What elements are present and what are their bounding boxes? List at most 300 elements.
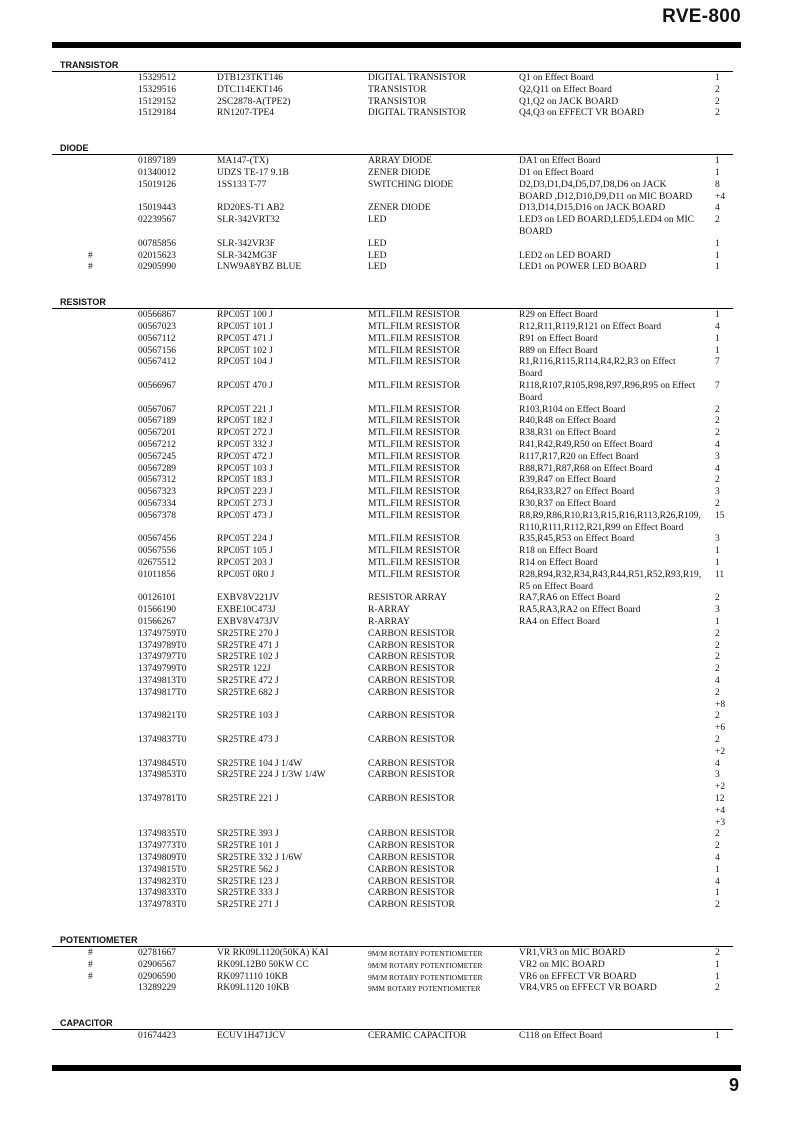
part-number: RK0971110 10KB bbox=[217, 971, 288, 982]
part-number: SR25TR 122J bbox=[217, 664, 271, 675]
part-location: R12,R11,R119,R121 on Effect Board bbox=[519, 321, 662, 332]
part-location: D1 on Effect Board bbox=[519, 167, 594, 178]
part-quantity: 2 bbox=[715, 428, 720, 439]
part-description: MTL.FILM RESISTOR bbox=[368, 557, 461, 568]
part-code: 01011856 bbox=[138, 569, 176, 580]
part-quantity: +2 bbox=[715, 746, 726, 757]
part-quantity: 2 bbox=[715, 652, 720, 663]
part-number: SR25TRE 102 J bbox=[217, 652, 279, 663]
part-quantity: 2 bbox=[715, 628, 720, 639]
part-description: ZENER DIODE bbox=[368, 203, 431, 214]
part-number: RPC05T 224 J bbox=[217, 534, 273, 545]
part-description: MTL.FILM RESISTOR bbox=[368, 404, 461, 415]
part-code: 00567289 bbox=[138, 463, 176, 474]
part-location: R64,R33,R27 on Effect Board bbox=[519, 487, 635, 498]
part-code: 00567189 bbox=[138, 416, 176, 427]
part-number: SR25TRE 221 J bbox=[217, 793, 279, 804]
section-rule bbox=[52, 71, 733, 72]
part-description: R-ARRAY bbox=[368, 605, 410, 616]
part-code: 15019443 bbox=[138, 203, 176, 214]
part-code: 15019126 bbox=[138, 179, 176, 190]
part-number: RPC05T 470 J bbox=[217, 380, 273, 391]
part-location: R110,R111,R112,R21,R99 on Effect Board bbox=[519, 522, 684, 533]
part-number: SR25TRE 270 J bbox=[217, 628, 279, 639]
part-code: 00567245 bbox=[138, 451, 176, 462]
part-quantity: 2 bbox=[715, 664, 720, 675]
part-quantity: 3 bbox=[715, 770, 720, 781]
part-quantity: 2 bbox=[715, 829, 720, 840]
part-quantity: 2 bbox=[715, 84, 720, 95]
part-quantity: 2 bbox=[715, 841, 720, 852]
part-code: 00567412 bbox=[138, 357, 176, 368]
part-code: 02015623 bbox=[138, 250, 176, 261]
section-title: RESISTOR bbox=[60, 297, 106, 308]
part-code: 01566190 bbox=[138, 605, 176, 616]
part-location: C118 on Effect Board bbox=[519, 1031, 603, 1042]
part-number: SR25TRE 123 J bbox=[217, 876, 279, 887]
part-code: 00126101 bbox=[138, 593, 176, 604]
part-code: 13749823T0 bbox=[138, 876, 187, 887]
part-code: 13749815T0 bbox=[138, 864, 187, 875]
part-code: 02675512 bbox=[138, 557, 176, 568]
part-location: VR4,VR5 on EFFECT VR BOARD bbox=[519, 983, 657, 994]
part-code: 00566867 bbox=[138, 310, 176, 321]
part-number: SLR-342MG3F bbox=[217, 250, 278, 261]
new-part-mark: # bbox=[88, 262, 93, 273]
part-number: RPC05T 103 J bbox=[217, 463, 273, 474]
part-code: 00567334 bbox=[138, 498, 176, 509]
part-quantity: 2 bbox=[715, 416, 720, 427]
part-code: 15329512 bbox=[138, 73, 176, 83]
part-location: VR6 on EFFECT VR BOARD bbox=[519, 971, 637, 982]
part-quantity: 2 bbox=[715, 983, 720, 994]
part-location: R103,R104 on Effect Board bbox=[519, 404, 626, 415]
part-description: MTL.FILM RESISTOR bbox=[368, 569, 461, 580]
part-code: 00567112 bbox=[138, 333, 176, 344]
part-number: RPC05T 223 J bbox=[217, 487, 273, 498]
part-code: 02781667 bbox=[138, 948, 176, 958]
part-quantity: 4 bbox=[715, 463, 720, 474]
part-location: D13,D14,D15,D16 on JACK BOARD bbox=[519, 203, 666, 214]
part-description: TRANSISTOR bbox=[368, 96, 427, 107]
part-number: RD20ES-T1 AB2 bbox=[217, 203, 285, 214]
part-description: CARBON RESISTOR bbox=[368, 758, 455, 769]
new-part-mark: # bbox=[88, 971, 93, 982]
part-quantity: 1 bbox=[715, 864, 720, 875]
part-code: 00567556 bbox=[138, 546, 176, 557]
part-quantity: 1 bbox=[715, 971, 720, 982]
part-number: MA147-(TX) bbox=[217, 156, 269, 167]
part-code: 00567212 bbox=[138, 439, 176, 450]
part-quantity: 2 bbox=[715, 711, 720, 722]
part-code: 00785856 bbox=[138, 238, 176, 249]
part-location: R1,R116,R115,R114,R4,R2,R3 on Effect bbox=[519, 357, 676, 368]
part-number: RPC05T 101 J bbox=[217, 321, 273, 332]
part-number: RN1207-TPE4 bbox=[217, 108, 274, 119]
part-number: SLR-342VRT32 bbox=[217, 215, 280, 226]
part-number: EXBV8V221JV bbox=[217, 593, 280, 604]
part-description: MTL.FILM RESISTOR bbox=[368, 546, 461, 557]
part-quantity: 1 bbox=[715, 345, 720, 356]
part-description: LED bbox=[368, 250, 387, 261]
part-description: CARBON RESISTOR bbox=[368, 664, 455, 675]
part-description: DIGITAL TRANSISTOR bbox=[368, 108, 467, 119]
part-number: EXBV8V473JV bbox=[217, 616, 280, 627]
part-description: MTL.FILM RESISTOR bbox=[368, 416, 461, 427]
part-description: MTL.FILM RESISTOR bbox=[368, 510, 461, 521]
part-location: DA1 on Effect Board bbox=[519, 156, 601, 167]
part-location: BOARD bbox=[519, 226, 553, 237]
part-quantity: 11 bbox=[715, 569, 725, 580]
part-number: RK09L1120 10KB bbox=[217, 983, 290, 994]
part-quantity: 1 bbox=[715, 959, 720, 970]
part-quantity: 1 bbox=[715, 238, 720, 249]
part-number: SR25TRE 101 J bbox=[217, 841, 279, 852]
part-code: 01340012 bbox=[138, 167, 176, 178]
part-description: CARBON RESISTOR bbox=[368, 864, 455, 875]
part-quantity: 1 bbox=[715, 73, 720, 83]
part-number: RPC05T 273 J bbox=[217, 498, 273, 509]
part-number: RK09L12B0 50KW CC bbox=[217, 959, 309, 970]
part-code: 13749773T0 bbox=[138, 841, 187, 852]
part-description: CARBON RESISTOR bbox=[368, 687, 455, 698]
part-quantity: 2 bbox=[715, 948, 720, 958]
part-code: 00566967 bbox=[138, 380, 176, 391]
part-location: R8,R9,R86,R10,R13,R15,R16,R113,R26,R109, bbox=[519, 510, 701, 521]
part-quantity: 1 bbox=[715, 250, 720, 261]
part-quantity: 2 bbox=[715, 404, 720, 415]
part-location: R38,R31 on Effect Board bbox=[519, 428, 616, 439]
part-description: 9MM ROTARY POTENTIOMETER bbox=[368, 984, 481, 994]
part-location: VR1,VR3 on MIC BOARD bbox=[519, 948, 626, 958]
part-description: MTL.FILM RESISTOR bbox=[368, 321, 461, 332]
part-number: RPC05T 182 J bbox=[217, 416, 273, 427]
section-title: DIODE bbox=[60, 143, 89, 154]
part-description: TRANSISTOR bbox=[368, 84, 427, 95]
part-code: 13749809T0 bbox=[138, 852, 187, 863]
section-title: CAPACITOR bbox=[60, 1018, 113, 1029]
part-code: 13749835T0 bbox=[138, 829, 187, 840]
part-location: R28,R94,R32,R34,R43,R44,R51,R52,R93,R19, bbox=[519, 569, 702, 580]
part-quantity: 4 bbox=[715, 876, 720, 887]
part-location: R35,R45,R53 on Effect Board bbox=[519, 534, 635, 545]
part-number: SR25TRE 333 J bbox=[217, 888, 279, 899]
part-quantity: +6 bbox=[715, 723, 726, 734]
part-number: RPC05T 473 J bbox=[217, 510, 273, 521]
part-location: LED3 on LED BOARD,LED5,LED4 on MIC bbox=[519, 215, 694, 226]
part-quantity: +2 bbox=[715, 782, 726, 793]
part-location: RA7,RA6 on Effect Board bbox=[519, 593, 621, 604]
part-quantity: +3 bbox=[715, 817, 726, 828]
part-quantity: +4 bbox=[715, 805, 726, 816]
part-quantity: 1 bbox=[715, 1031, 720, 1042]
part-location: R88,R71,R87,R68 on Effect Board bbox=[519, 463, 653, 474]
part-number: EXBE10C473J bbox=[217, 605, 276, 616]
part-code: 02906567 bbox=[138, 959, 176, 970]
part-location: Q1,Q2 on JACK BOARD bbox=[519, 96, 619, 107]
part-quantity: 3 bbox=[715, 605, 720, 616]
part-location: R14 on Effect Board bbox=[519, 557, 598, 568]
part-number: SR25TRE 562 J bbox=[217, 864, 279, 875]
part-quantity: 1 bbox=[715, 616, 720, 627]
part-location: R39,R47 on Effect Board bbox=[519, 475, 616, 486]
part-quantity: 7 bbox=[715, 357, 720, 368]
part-quantity: 3 bbox=[715, 534, 720, 545]
part-code: 13749833T0 bbox=[138, 888, 187, 899]
part-number: RPC05T 272 J bbox=[217, 428, 273, 439]
part-description: ARRAY DIODE bbox=[368, 156, 432, 167]
part-number: RPC05T 472 J bbox=[217, 451, 273, 462]
part-quantity: +8 bbox=[715, 699, 726, 710]
part-description: RESISTOR ARRAY bbox=[368, 593, 447, 604]
part-quantity: 1 bbox=[715, 557, 720, 568]
part-number: SR25TRE 104 J 1/4W bbox=[217, 758, 303, 769]
part-number: DTB123TKT146 bbox=[217, 73, 283, 83]
part-description: CARBON RESISTOR bbox=[368, 888, 455, 899]
part-number: UDZS TE-17 9.1B bbox=[217, 167, 289, 178]
part-location: R29 on Effect Board bbox=[519, 310, 598, 321]
part-location: VR2 on MIC BOARD bbox=[519, 959, 605, 970]
part-description: R-ARRAY bbox=[368, 616, 410, 627]
part-description: CARBON RESISTOR bbox=[368, 829, 455, 840]
part-description: LED bbox=[368, 238, 387, 249]
part-description: MTL.FILM RESISTOR bbox=[368, 487, 461, 498]
part-quantity: 3 bbox=[715, 451, 720, 462]
part-number: RPC05T 104 J bbox=[217, 357, 273, 368]
part-description: 9M/M ROTARY POTENTIOMETER bbox=[368, 949, 483, 958]
part-description: MTL.FILM RESISTOR bbox=[368, 380, 461, 391]
part-quantity: 2 bbox=[715, 498, 720, 509]
part-location: Board bbox=[519, 392, 543, 403]
part-number: SLR-342VR3F bbox=[217, 238, 276, 249]
part-description: CARBON RESISTOR bbox=[368, 770, 455, 781]
part-quantity: 12 bbox=[715, 793, 725, 804]
section-rule bbox=[52, 308, 733, 309]
part-number: 1SS133 T-77 bbox=[217, 179, 267, 190]
part-location: R117,R17,R20 on Effect Board bbox=[519, 451, 639, 462]
part-number: SR25TRE 473 J bbox=[217, 734, 279, 745]
part-quantity: 1 bbox=[715, 333, 720, 344]
part-quantity: 4 bbox=[715, 758, 720, 769]
part-code: 13749837T0 bbox=[138, 734, 187, 745]
part-description: CARBON RESISTOR bbox=[368, 900, 455, 911]
part-location: BOARD ,D12,D10,D9,D11 on MIC BOARD bbox=[519, 191, 693, 202]
part-number: SR25TRE 472 J bbox=[217, 675, 279, 686]
model-name: RVE-800 bbox=[662, 6, 741, 27]
part-description: MTL.FILM RESISTOR bbox=[368, 428, 461, 439]
part-code: 01897189 bbox=[138, 156, 176, 167]
part-number: RPC05T 332 J bbox=[217, 439, 273, 450]
part-code: 00567312 bbox=[138, 475, 176, 486]
header-rule bbox=[52, 42, 741, 48]
part-code: 13289229 bbox=[138, 983, 176, 994]
section-title: TRANSISTOR bbox=[60, 60, 119, 70]
new-part-mark: # bbox=[88, 959, 93, 970]
part-quantity: 3 bbox=[715, 487, 720, 498]
part-number: RPC05T 105 J bbox=[217, 546, 273, 557]
part-description: 9M/M ROTARY POTENTIOMETER bbox=[368, 960, 483, 970]
part-location: R18 on Effect Board bbox=[519, 546, 598, 557]
part-number: SR25TRE 682 J bbox=[217, 687, 279, 698]
new-part-mark: # bbox=[88, 250, 93, 261]
part-location: RA4 on Effect Board bbox=[519, 616, 600, 627]
part-number: SR25TRE 471 J bbox=[217, 640, 279, 651]
part-description: CARBON RESISTOR bbox=[368, 841, 455, 852]
part-location: R41,R42,R49,R50 on Effect Board bbox=[519, 439, 653, 450]
part-code: 02239567 bbox=[138, 215, 176, 226]
part-quantity: 2 bbox=[715, 640, 720, 651]
part-quantity: 1 bbox=[715, 156, 720, 167]
part-number: SR25TRE 271 J bbox=[217, 900, 279, 911]
part-location: D2,D3,D1,D4,D5,D7,D8,D6 on JACK bbox=[519, 179, 667, 190]
part-description: MTL.FILM RESISTOR bbox=[368, 345, 461, 356]
part-description: MTL.FILM RESISTOR bbox=[368, 357, 461, 368]
part-description: MTL.FILM RESISTOR bbox=[368, 475, 461, 486]
part-description: MTL.FILM RESISTOR bbox=[368, 463, 461, 474]
part-description: DIGITAL TRANSISTOR bbox=[368, 73, 467, 83]
part-location: Q1 on Effect Board bbox=[519, 73, 594, 83]
part-code: 13749821T0 bbox=[138, 711, 187, 722]
part-code: 15129152 bbox=[138, 96, 176, 107]
part-description: MTL.FILM RESISTOR bbox=[368, 451, 461, 462]
part-code: 13749817T0 bbox=[138, 687, 187, 698]
part-code: 00567201 bbox=[138, 428, 176, 439]
part-number: 2SC2878-A(TPE2) bbox=[217, 96, 291, 107]
part-code: 13749759T0 bbox=[138, 628, 187, 639]
section-rule bbox=[52, 946, 733, 947]
part-quantity: 7 bbox=[715, 380, 720, 391]
part-number: DTC114EKT146 bbox=[217, 84, 283, 95]
part-description: CARBON RESISTOR bbox=[368, 640, 455, 651]
part-description: LED bbox=[368, 262, 387, 273]
part-quantity: 4 bbox=[715, 852, 720, 863]
part-code: 13749783T0 bbox=[138, 900, 187, 911]
part-number: VR RK09L1120(50KA) KAI bbox=[217, 948, 329, 958]
part-quantity: 8 bbox=[715, 179, 720, 190]
part-code: 13749853T0 bbox=[138, 770, 187, 781]
part-description: CARBON RESISTOR bbox=[368, 793, 455, 804]
part-number: SR25TRE 332 J 1/6W bbox=[217, 852, 303, 863]
part-code: 01566267 bbox=[138, 616, 176, 627]
part-quantity: 4 bbox=[715, 439, 720, 450]
part-quantity: 2 bbox=[715, 687, 720, 698]
part-description: CARBON RESISTOR bbox=[368, 652, 455, 663]
part-description: CARBON RESISTOR bbox=[368, 852, 455, 863]
part-description: CARBON RESISTOR bbox=[368, 675, 455, 686]
part-quantity: 2 bbox=[715, 96, 720, 107]
part-code: 02905990 bbox=[138, 262, 176, 273]
part-code: 13749799T0 bbox=[138, 664, 187, 675]
part-code: 02906590 bbox=[138, 971, 176, 982]
part-location: R40,R48 on Effect Board bbox=[519, 416, 616, 427]
part-location: LED2 on LED BOARD bbox=[519, 250, 611, 261]
part-description: MTL.FILM RESISTOR bbox=[368, 534, 461, 545]
part-number: SR25TRE 224 J 1/3W 1/4W bbox=[217, 770, 326, 781]
part-location: R5 on Effect Board bbox=[519, 581, 593, 592]
part-quantity: 2 bbox=[715, 593, 720, 604]
part-code: 13749797T0 bbox=[138, 652, 187, 663]
part-number: RPC05T 471 J bbox=[217, 333, 273, 344]
part-quantity: 4 bbox=[715, 203, 720, 214]
part-number: SR25TRE 393 J bbox=[217, 829, 279, 840]
part-description: 9M/M ROTARY POTENTIOMETER bbox=[368, 972, 483, 982]
part-quantity: 1 bbox=[715, 888, 720, 899]
part-description: MTL.FILM RESISTOR bbox=[368, 439, 461, 450]
part-number: RPC05T 183 J bbox=[217, 475, 273, 486]
part-quantity: 1 bbox=[715, 310, 720, 321]
part-location: RA5,RA3,RA2 on Effect Board bbox=[519, 605, 641, 616]
part-description: CARBON RESISTOR bbox=[368, 628, 455, 639]
section-rule bbox=[52, 154, 733, 155]
part-code: 15329516 bbox=[138, 84, 176, 95]
part-location: Q2,Q11 on Effect Board bbox=[519, 84, 612, 95]
part-quantity: 2 bbox=[715, 900, 720, 911]
part-code: 00567023 bbox=[138, 321, 176, 332]
part-description: MTL.FILM RESISTOR bbox=[368, 498, 461, 509]
part-quantity: 4 bbox=[715, 321, 720, 332]
part-description: LED bbox=[368, 215, 387, 226]
new-part-mark: # bbox=[88, 948, 93, 958]
part-code: 13749813T0 bbox=[138, 675, 187, 686]
part-quantity: 2 bbox=[715, 215, 720, 226]
part-code: 13749789T0 bbox=[138, 640, 187, 651]
part-quantity: 1 bbox=[715, 167, 720, 178]
part-description: SWITCHING DIODE bbox=[368, 179, 454, 190]
part-description: MTL.FILM RESISTOR bbox=[368, 310, 461, 321]
part-description: ZENER DIODE bbox=[368, 167, 431, 178]
part-description: CARBON RESISTOR bbox=[368, 711, 455, 722]
part-number: RPC05T 100 J bbox=[217, 310, 273, 321]
part-description: CERAMIC CAPACITOR bbox=[368, 1031, 467, 1042]
part-number: RPC05T 0R0 J bbox=[217, 569, 275, 580]
part-quantity: 1 bbox=[715, 546, 720, 557]
part-code: 01674423 bbox=[138, 1031, 176, 1042]
part-quantity: 4 bbox=[715, 675, 720, 686]
part-quantity: +4 bbox=[715, 191, 726, 202]
part-number: RPC05T 221 J bbox=[217, 404, 273, 415]
part-code: 13749845T0 bbox=[138, 758, 187, 769]
section-title: POTENTIOMETER bbox=[60, 935, 138, 945]
part-number: RPC05T 102 J bbox=[217, 345, 273, 356]
part-location: R91 on Effect Board bbox=[519, 333, 598, 344]
part-location: Q4,Q3 on EFFECT VR BOARD bbox=[519, 108, 645, 119]
part-number: ECUV1H471JCV bbox=[217, 1031, 286, 1042]
part-location: R30,R37 on Effect Board bbox=[519, 498, 616, 509]
part-code: 00567323 bbox=[138, 487, 176, 498]
part-quantity: 15 bbox=[715, 510, 725, 521]
footer-rule bbox=[52, 1065, 741, 1071]
part-code: 00567456 bbox=[138, 534, 176, 545]
part-number: LNW9A8YBZ BLUE bbox=[217, 262, 302, 273]
page-number: 9 bbox=[728, 1075, 739, 1095]
part-code: 15129184 bbox=[138, 108, 176, 119]
part-quantity: 2 bbox=[715, 108, 720, 119]
part-quantity: 2 bbox=[715, 734, 720, 745]
part-quantity: 1 bbox=[715, 262, 720, 273]
part-number: RPC05T 203 J bbox=[217, 557, 273, 568]
part-number: SR25TRE 103 J bbox=[217, 711, 279, 722]
part-quantity: 2 bbox=[715, 475, 720, 486]
part-code: 00567156 bbox=[138, 345, 176, 356]
part-code: 00567378 bbox=[138, 510, 176, 521]
section-rule bbox=[52, 1029, 733, 1030]
part-description: MTL.FILM RESISTOR bbox=[368, 333, 461, 344]
part-description: CARBON RESISTOR bbox=[368, 734, 455, 745]
part-location: R118,R107,R105,R98,R97,R96,R95 on Effect bbox=[519, 380, 696, 391]
part-description: CARBON RESISTOR bbox=[368, 876, 455, 887]
part-location: Board bbox=[519, 369, 543, 380]
part-code: 00567067 bbox=[138, 404, 176, 415]
